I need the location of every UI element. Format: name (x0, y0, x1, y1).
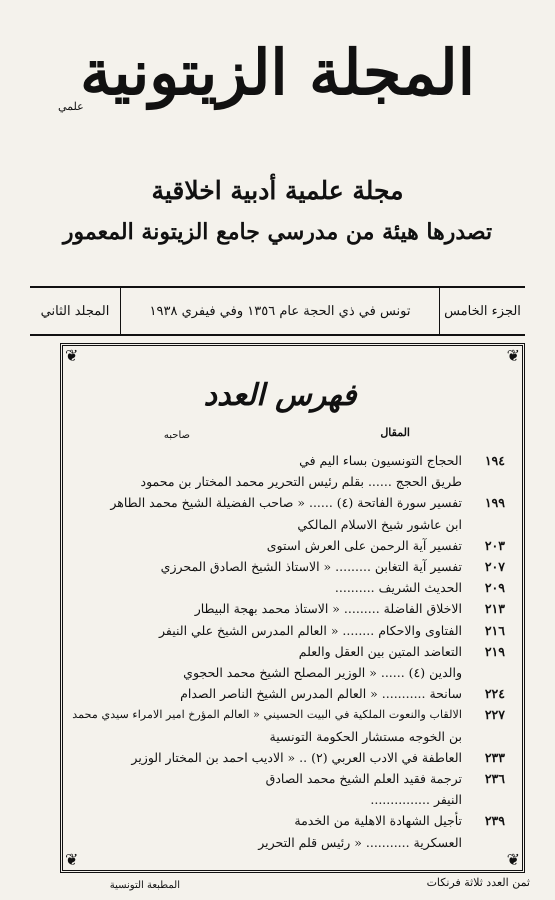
ornament-icon: ❦ (65, 850, 79, 869)
toc-page-number: ٢١٩ (484, 643, 505, 659)
toc-page-number: ٢١٣ (484, 601, 505, 617)
ornament-icon: ❦ (506, 346, 520, 365)
part-number: الجزء الخامس (439, 288, 525, 334)
toc-entry: سانحة ........... « العالم المدرس الشيخ الناصر الصدام (180, 686, 462, 702)
toc-header-author: صاحبه (163, 430, 190, 441)
masthead (30, 30, 525, 116)
toc-page-number: ١٩٤ (484, 453, 505, 468)
toc-entry: بن الخوجه مستشار الحكومة التونسية (269, 728, 462, 744)
toc-entry: تفسير آية الرحمن على العرش استوى (266, 537, 462, 553)
publication-info-row (30, 286, 525, 336)
toc-page-number (465, 472, 505, 492)
toc-entry: الاخلاق الفاضلة ......... « الاستاذ محمد بهجة البيطار (194, 601, 462, 617)
ornament-icon: ❦ (65, 346, 79, 365)
toc-page-number (465, 833, 505, 853)
toc-page-number: ٢٠٩ (484, 580, 505, 596)
toc-entry: طريق الحجج ...... بقلم رئيس التحرير محمد المختار بن محمود (140, 474, 462, 490)
toc-page-number: ١٩٩ (484, 495, 505, 511)
toc-entry: الحديث الشريف .......... (334, 580, 462, 596)
publisher-line: تصدرها هيئة من مدرسي جامع الزيتونة المعمور (62, 219, 493, 245)
toc-entry: الحجاج التونسيون بساء اليم في (299, 453, 462, 468)
toc-entry: الفتاوى والاحكام ........ « العالم المدرس الشيخ علي النيفر (159, 622, 462, 638)
toc-page-number: ٢٢٤ (484, 686, 505, 702)
toc-entry: ترجمة فقيد العلم الشيخ محمد الصادق (265, 771, 462, 786)
printing-press: المطبعة التونسية (109, 880, 180, 891)
toc-page-number (465, 515, 505, 535)
issue-date: تونس في ذي الحجة عام ١٣٥٦ وفي فيفري ١٩٣٨ (120, 288, 439, 334)
toc-entry: العاطفة في الادب العربي (٢) .. « الاديب احمد بن المختار الوزير (131, 749, 462, 765)
toc-page-number: ٢١٦ (484, 622, 505, 638)
toc-page-number: ٢٠٧ (484, 559, 505, 574)
toc-page-number (465, 727, 505, 747)
toc-entry: النيفر ............... (370, 792, 462, 808)
toc-entry: ابن عاشور شيخ الاسلام المالكي (297, 516, 462, 532)
toc-entry: تفسير سورة الفاتحة (٤) ...... « صاحب الفضيلة الشيخ محمد الطاهر (110, 495, 462, 511)
toc-page-number: ٢٣٩ (484, 813, 505, 829)
toc-page-number (465, 663, 505, 683)
toc-entry: تأجيل الشهادة الاهلية من الخدمة (294, 813, 462, 829)
toc-page-number (465, 790, 505, 810)
toc-entry: التعاضد المتين بين العقل والعلم (298, 643, 462, 659)
toc-header-article: المقال (380, 426, 410, 439)
toc-entry: تفسير آية التغابن ......... « الاستاذ الشيخ الصادق المحرزي (160, 559, 462, 574)
volume-number: المجلد الثاني (40, 303, 110, 319)
ornament-icon: ❦ (506, 850, 520, 869)
masthead-title: المجلة الزيتونية (80, 36, 475, 109)
toc-page-number: ٢٣٣ (484, 749, 505, 765)
toc-entry: العسكرية ........... « رئيس قلم التحرير (258, 834, 462, 850)
toc-page-number: ٢٣٦ (484, 771, 505, 786)
toc-title: فهرس العدد (203, 378, 357, 413)
toc-page-number: ٢٢٧ (484, 707, 505, 723)
toc-page-number: ٢٠٣ (484, 537, 505, 553)
toc-entry: والدين (٤) ...... « الوزير المصلح الشيخ محمد الحجوي (183, 665, 462, 680)
toc-entry: الالقاب والنعوت الملكية في البيت الحسيني « العالم المؤرخ امير الامراء سيدي محمد (72, 708, 462, 722)
masthead-annotation: علمي (58, 100, 84, 113)
magazine-subtitle: مجلة علمية أدبية اخلاقية (151, 176, 404, 205)
issue-price: ثمن العدد ثلاثة فرنكات (426, 876, 530, 889)
